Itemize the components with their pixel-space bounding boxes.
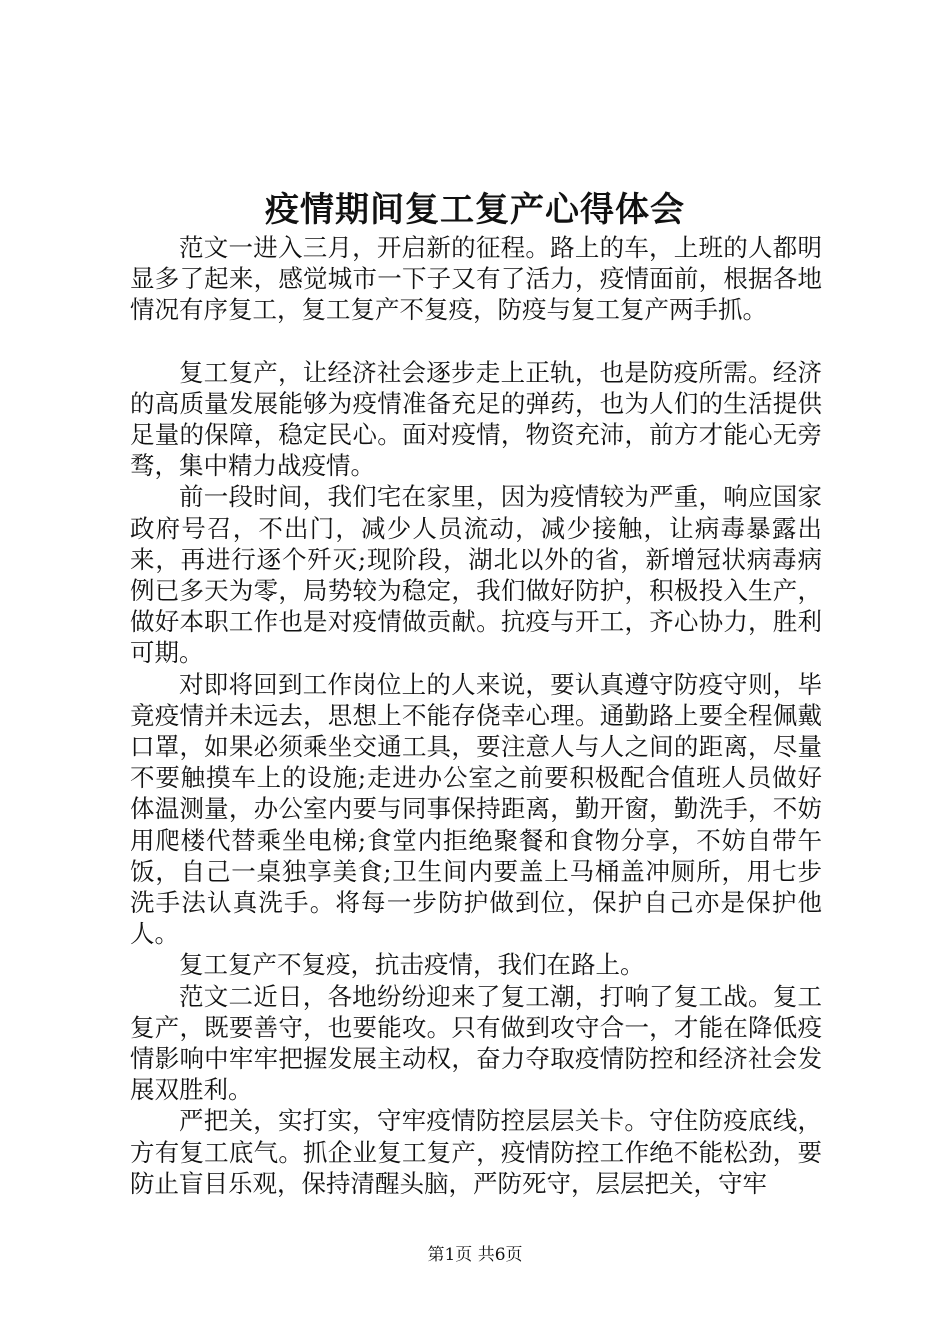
page-footer: 第1页 共6页 <box>427 1245 523 1265</box>
document-title: 疫情期间复工复产心得体会 <box>265 190 685 230</box>
paragraph-5: 复工复产不复疫，抗击疫情，我们在路上。 <box>179 950 645 980</box>
paragraph-6: 范文二近日，各地纷纷迎来了复工潮，打响了复工战。复工复产，既要善守，也要能攻。只有做到攻守合一，才能在降低疫情影响中牢牢把握发展主动权，奋力夺取疫情防控和经济社会发展双胜利。 <box>130 981 822 1105</box>
paragraph-3: 前一段时间，我们宅在家里，因为疫情较为严重，响应国家政府号召，不出门，减少人员流动，减少接触，让病毒暴露出来，再进行逐个歼灭;现阶段，湖北以外的省，新增冠状病毒病例已多天为零，局势较为稳定，我们做好防护，积极投入生产，做好本职工作也是对疫情做贡献。抗疫与开工，齐心协力，胜利可期。 <box>130 482 822 668</box>
paragraph-2: 复工复产，让经济社会逐步走上正轨，也是防疫所需。经济的高质量发展能够为疫情准备充足的弹药，也为人们的生活提供足量的保障，稳定民心。面对疫情，物资充沛，前方才能心无旁骛，集中精力战疫情。 <box>130 357 822 481</box>
paragraph-7: 严把关，实打实，守牢疫情防控层层关卡。守住防疫底线，方有复工底气。抓企业复工复产，疫情防控工作绝不能松劲，要防止盲目乐观，保持清醒头脑，严防死守，层层把关，守牢 <box>130 1106 822 1198</box>
paragraph-1: 范文一进入三月，开启新的征程。路上的车，上班的人都明显多了起来，感觉城市一下子又有了活力，疫情面前，根据各地情况有序复工，复工复产不复疫，防疫与复工复产两手抓。 <box>130 233 822 325</box>
paragraph-4: 对即将回到工作岗位上的人来说，要认真遵守防疫守则，毕竟疫情并未远去，思想上不能存侥幸心理。通勤路上要全程佩戴口罩，如果必须乘坐交通工具，要注意人与人之间的距离，尽量不要触摸车上的设施;走进办公室之前要积极配合值班人员做好体温测量，办公室内要与同事保持距离，勤开窗，勤洗手，不妨用爬楼代替乘坐电梯;食堂内拒绝聚餐和食物分享，不妨自带午饭，自己一桌独享美食;卫生间内要盖上马桶盖冲厕所，用七步洗手法认真洗手。将每一步防护做到位，保护自己亦是保护他人。 <box>130 669 822 949</box>
document-body <box>130 232 822 1199</box>
